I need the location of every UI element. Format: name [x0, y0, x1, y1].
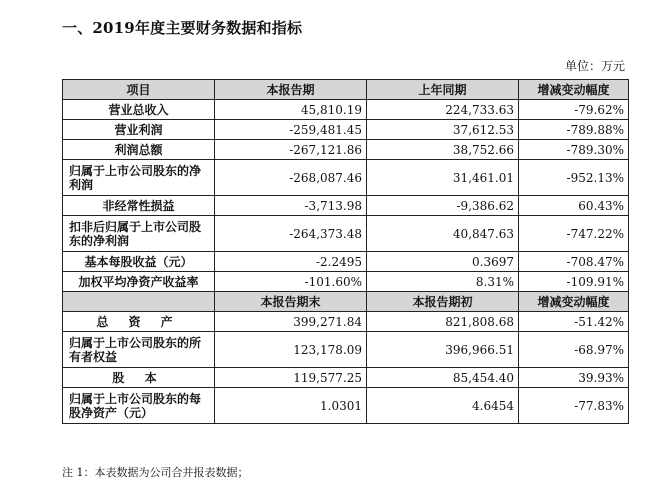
previous-value: 224,733.63: [367, 100, 519, 120]
table-row: [63, 160, 629, 196]
change-value: -51.42%: [519, 312, 629, 332]
table-row: [63, 100, 629, 120]
previous-value: 0.3697: [367, 252, 519, 272]
header-item: 项目: [63, 80, 215, 100]
row-label-text: 股 本: [112, 370, 165, 385]
previous-value: -9,386.62: [367, 196, 519, 216]
change-value: -109.91%: [519, 272, 629, 292]
row-label: [63, 312, 215, 332]
change-value: -79.62%: [519, 100, 629, 120]
previous-value: 396,966.51: [367, 332, 519, 368]
current-value: -264,373.48: [215, 216, 367, 252]
table-footnote: 注 1：本表数据为公司合并报表数据；: [62, 466, 249, 479]
current-value: -2.2495: [215, 252, 367, 272]
financial-data-table: [62, 79, 629, 424]
row-label: 归属于上市公司股东的所有者权益: [63, 332, 215, 368]
change-value: -789.88%: [519, 120, 629, 140]
section-title: 一、2019年度主要财务数据和指标: [62, 19, 303, 37]
row-label: 归属于上市公司股东的净利润: [63, 160, 215, 196]
previous-value: 4.6454: [367, 388, 519, 424]
header-change-rate: 增减变动幅度: [519, 80, 629, 100]
current-value: 399,271.84: [215, 312, 367, 332]
table-header-row: [63, 80, 629, 100]
change-value: 60.43%: [519, 196, 629, 216]
table-row: [63, 252, 629, 272]
change-value: -952.13%: [519, 160, 629, 196]
table-subheader-row: [63, 292, 629, 312]
subheader-period-end: 本报告期末: [215, 292, 367, 312]
current-value: -259,481.45: [215, 120, 367, 140]
current-value: 1.0301: [215, 388, 367, 424]
current-value: 119,577.25: [215, 368, 367, 388]
row-label: 扣非后归属于上市公司股东的净利润: [63, 216, 215, 252]
change-value: -77.83%: [519, 388, 629, 424]
current-value: -268,087.46: [215, 160, 367, 196]
current-value: 45,810.19: [215, 100, 367, 120]
subheader-change-rate: 增减变动幅度: [519, 292, 629, 312]
table-row: [63, 388, 629, 424]
change-value: -68.97%: [519, 332, 629, 368]
change-value: -747.22%: [519, 216, 629, 252]
table-row: [63, 368, 629, 388]
current-value: -267,121.86: [215, 140, 367, 160]
table-row: [63, 140, 629, 160]
current-value: -3,713.98: [215, 196, 367, 216]
row-label: 加权平均净资产收益率: [63, 272, 215, 292]
row-label: 非经常性损益: [63, 196, 215, 216]
change-value: 39.93%: [519, 368, 629, 388]
row-label: 营业利润: [63, 120, 215, 140]
current-value: 123,178.09: [215, 332, 367, 368]
table-row: [63, 272, 629, 292]
row-label: 营业总收入: [63, 100, 215, 120]
header-previous-period: 上年同期: [367, 80, 519, 100]
previous-value: 85,454.40: [367, 368, 519, 388]
table-row: [63, 332, 629, 368]
previous-value: 38,752.66: [367, 140, 519, 160]
row-label: 归属于上市公司股东的每股净资产（元）: [63, 388, 215, 424]
current-value: -101.60%: [215, 272, 367, 292]
change-value: -708.47%: [519, 252, 629, 272]
row-label: 基本每股收益（元）: [63, 252, 215, 272]
subheader-blank: [63, 292, 215, 312]
table-row: [63, 216, 629, 252]
subheader-period-start: 本报告期初: [367, 292, 519, 312]
table-row: [63, 312, 629, 332]
row-label-text: 总 资 产: [96, 314, 181, 329]
change-value: -789.30%: [519, 140, 629, 160]
unit-label: 单位：万元: [564, 59, 625, 73]
previous-value: 31,461.01: [367, 160, 519, 196]
table-row: [63, 196, 629, 216]
previous-value: 8.31%: [367, 272, 519, 292]
row-label: [63, 368, 215, 388]
header-current-period: 本报告期: [215, 80, 367, 100]
table-row: [63, 120, 629, 140]
previous-value: 37,612.53: [367, 120, 519, 140]
previous-value: 821,808.68: [367, 312, 519, 332]
row-label: 利润总额: [63, 140, 215, 160]
previous-value: 40,847.63: [367, 216, 519, 252]
